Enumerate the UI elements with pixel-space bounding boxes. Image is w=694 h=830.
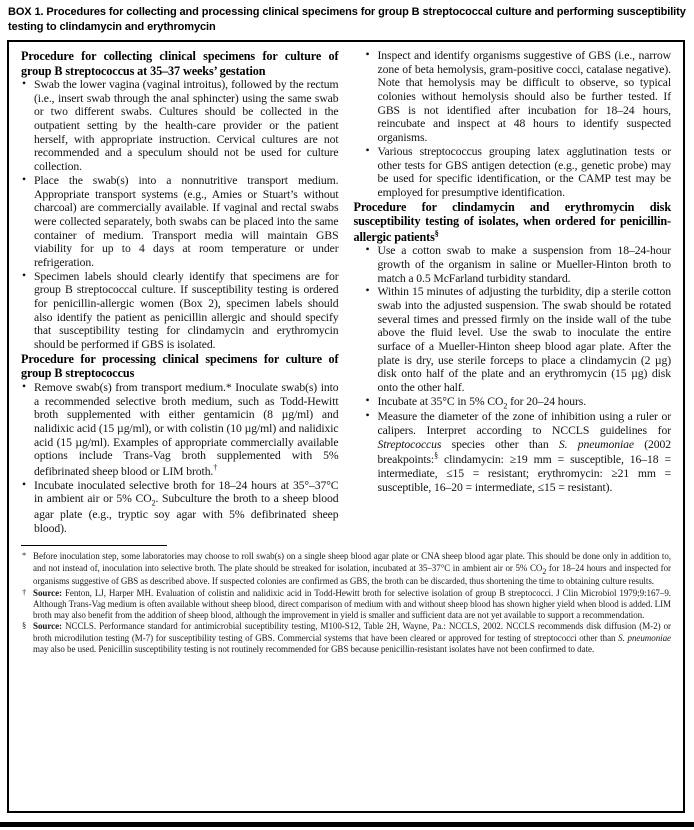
footnote-asterisk <box>21 551 671 587</box>
page-bottom-rule <box>0 822 694 827</box>
list-item <box>365 285 672 395</box>
box1-panel <box>7 40 685 813</box>
footnote-text: Before inoculation step, some laboratories may choose to roll swab(s) on a single sheep blood agar plate or CNA sheep blood agar plate. This should be done only in addition to, and not instead of, inoculation into selective broth. The plate should be streaked for isolation, incubated at 35–37°C in ambient air or 5% $CO_2$ for 18–24 hours and inspected for organisms suggestive of GBS as described above. If suspected colonies are confirmed as GBS, the broth can be discarded, thus shortening the time to obtaining culture results. <box>33 551 671 587</box>
footnote-marker: † <box>22 586 27 597</box>
footnote-divider <box>21 545 167 546</box>
box-title: BOX 1. Procedures for collecting and processing clinical specimens for group B streptococcal culture and performing susceptibility testing to clindamycin and erythromycin <box>8 6 686 33</box>
bullet-icon: • <box>22 379 26 393</box>
bullet-icon: • <box>365 243 370 257</box>
list-item <box>21 78 339 174</box>
list-item-text: Remove swab(s) from transport medium.* Inoculate swab(s) into a recommended selective broth medium, such as Todd-Hewitt broth supplemented with either gentamicin (8 µg/ml) and nalidixic acid (15 µg/ml), or with colistin (10 µg/ml) and nalidixic acid (15 µg/ml). Examples of appropriate commercially available options include Trans-Vag broth supplemented with 5% defibrinated sheep blood or LIM broth.† <box>34 380 339 478</box>
list-item-text: Inspect and identify organisms suggestive of GBS (i.e., narrow zone of beta hemolysis, gram-positive cocci, catalase negative). Note that hemolysis may be difficult to observe, so typical colonies without hemolysis should also be further tested. If GBS is not identified after incubation for 18–24 hours, reincubate and inspect at 48 hours to identify suspected organisms. <box>377 49 671 145</box>
section-heading-collecting: Procedure for collecting clinical specimens for culture of group B streptococcus at 35–37 weeks’ gestation <box>21 49 339 78</box>
list-item <box>21 479 339 536</box>
footnote-dagger <box>21 588 671 622</box>
list-item-text: Incubate at 35°C in 5% $CO_2$ for 20–24 hours. <box>377 394 587 411</box>
footnote-marker: § <box>22 620 27 631</box>
list-item <box>365 395 672 411</box>
list-item <box>365 410 672 494</box>
section-heading-processing: Procedure for processing clinical specimens for culture of group B streptococcus <box>21 351 339 381</box>
section-heading-susceptibility: Procedure for clindamycin and erythromycin disk susceptibility testing of isolates, when ordered for penicillin-allergic patients§ <box>353 199 671 244</box>
bullet-icon: • <box>365 284 370 298</box>
footnote-section-sign <box>21 621 671 655</box>
list-item <box>21 381 339 479</box>
list-item <box>365 49 672 145</box>
list-item-text: Incubate inoculated selective broth for 18–24 hours at 35°–37°C in ambient air or 5% $CO_2$. Subculture the broth to a sheep blood agar plate (e.g., tryptic soy agar with 5% defibrinated sheep blood). <box>34 478 339 535</box>
list-item <box>365 244 672 285</box>
footnote-text: Source: NCCLS. Performance standard for antimicrobial suceptibility testing, M100-S12, Table 2H, Wayne, Pa.: NCCLS, 2002. NCCLS recommends disk diffusion (M-2) or broth microdilution testing (M-7) for susceptibility testing of GBS. Commercial systems that have been cleared or approved for testing of streptococci other than S. pneumoniae may also be used. Penicillin susceptibility testing is not routinely recommended for GBS because penicillin-resistant isolates have not been confirmed to date. <box>33 621 671 654</box>
bullet-icon: • <box>22 77 26 91</box>
list-item <box>21 174 339 270</box>
left-column <box>21 49 339 535</box>
list-item-text: Measure the diameter of the zone of inhibition using a ruler or calipers. Interpret according to NCCLS guidelines for Streptococcus species other than S. pneumoniae (2002 breakpoints:§ clindamycin: ≥19 mm = susceptible, 16–18 = intermediate, ≤15 = resistant; erythromycin: ≥21 mm = susceptible, 16–20 = intermediate, ≤15 = resistant). <box>377 410 672 494</box>
bullet-icon: • <box>365 48 370 61</box>
bullet-icon: • <box>22 477 26 491</box>
list-item-text: Various streptococcus grouping latex agglutination tests or other tests for GBS antigen detection (e.g., genetic probe) may be used for specific identification, or the CAMP test may be employed for presumptive identification. <box>377 144 671 199</box>
two-column-layout <box>21 49 671 535</box>
right-column <box>354 49 672 535</box>
bullet-icon: • <box>365 143 370 157</box>
list-item <box>21 270 339 352</box>
bullet-icon: • <box>22 268 26 282</box>
list-item <box>365 145 672 200</box>
bullet-icon: • <box>365 409 370 423</box>
list-item-text: Use a cotton swab to make a suspension from 18–24-hour growth of the organism in saline or Mueller-Hinton broth to match a 0.5 McFarland turbidity standard. <box>377 244 671 285</box>
footnote-text: Source: Fenton, LJ, Harper MH. Evaluation of colistin and nalidixic acid in Todd-Hewitt broth for selective isolation of group B streptococci. J Clin Microbiol 1979;9:167–9. Although Trans-Vag medium is often available without sheep blood, direct comparison of medium with and without sheep blood has shown higher yield when blood is added. LIM broth may also benefit from the addition of sheep blood, although the improvement in yield is smaller and sufficient data are not yet available to support a recommendation. <box>33 587 671 621</box>
list-item-text: Swab the lower vagina (vaginal introitus), followed by the rectum (i.e., insert swab through the anal sphincter) using the same swab or two different swabs. Cultures should be collected in the outpatient setting by the health-care provider or the patient herself, with appropriate instruction. Cervical cultures are not recommended and a speculum should not be used for culture collection. <box>34 78 339 174</box>
list-item-text: Place the swab(s) into a nonnutritive transport medium. Appropriate transport systems (e.g., Amies or Stuart’s without charcoal) are commercially available. If vaginal and rectal swabs were collected separately, both swabs can be placed into the same container of medium. Transport media will maintain GBS viability for up to 4 days at room temperature or under refrigeration. <box>34 173 339 269</box>
footnote-marker: * <box>22 550 27 561</box>
list-item-text: Specimen labels should clearly identify that specimens are for group B streptococcal culture. If susceptibility testing is ordered for penicillin-allergic women (Box 2), specimen labels should also identify the patient as penicillin allergic and should specify that susceptibility testing for clindamycin and erythromycin should be performed if GBS is isolated. <box>34 269 339 352</box>
footnotes <box>21 551 671 655</box>
bullet-icon: • <box>365 393 370 407</box>
bullet-icon: • <box>22 172 26 186</box>
list-item-text: Within 15 minutes of adjusting the turbidity, dip a sterile cotton swab into the adjusted suspension. The swab should be rotated several times and pressed firmly on the inside wall of the tube above the fluid level. Use the swab to inoculate the entire surface of a Mueller-Hinton sheep blood agar plate. After the plate is dry, use sterile forceps to place a clindamycin (2 µg) disk onto half of the plate and an erythromycin (15 µg) disk onto the other half. <box>377 285 671 395</box>
